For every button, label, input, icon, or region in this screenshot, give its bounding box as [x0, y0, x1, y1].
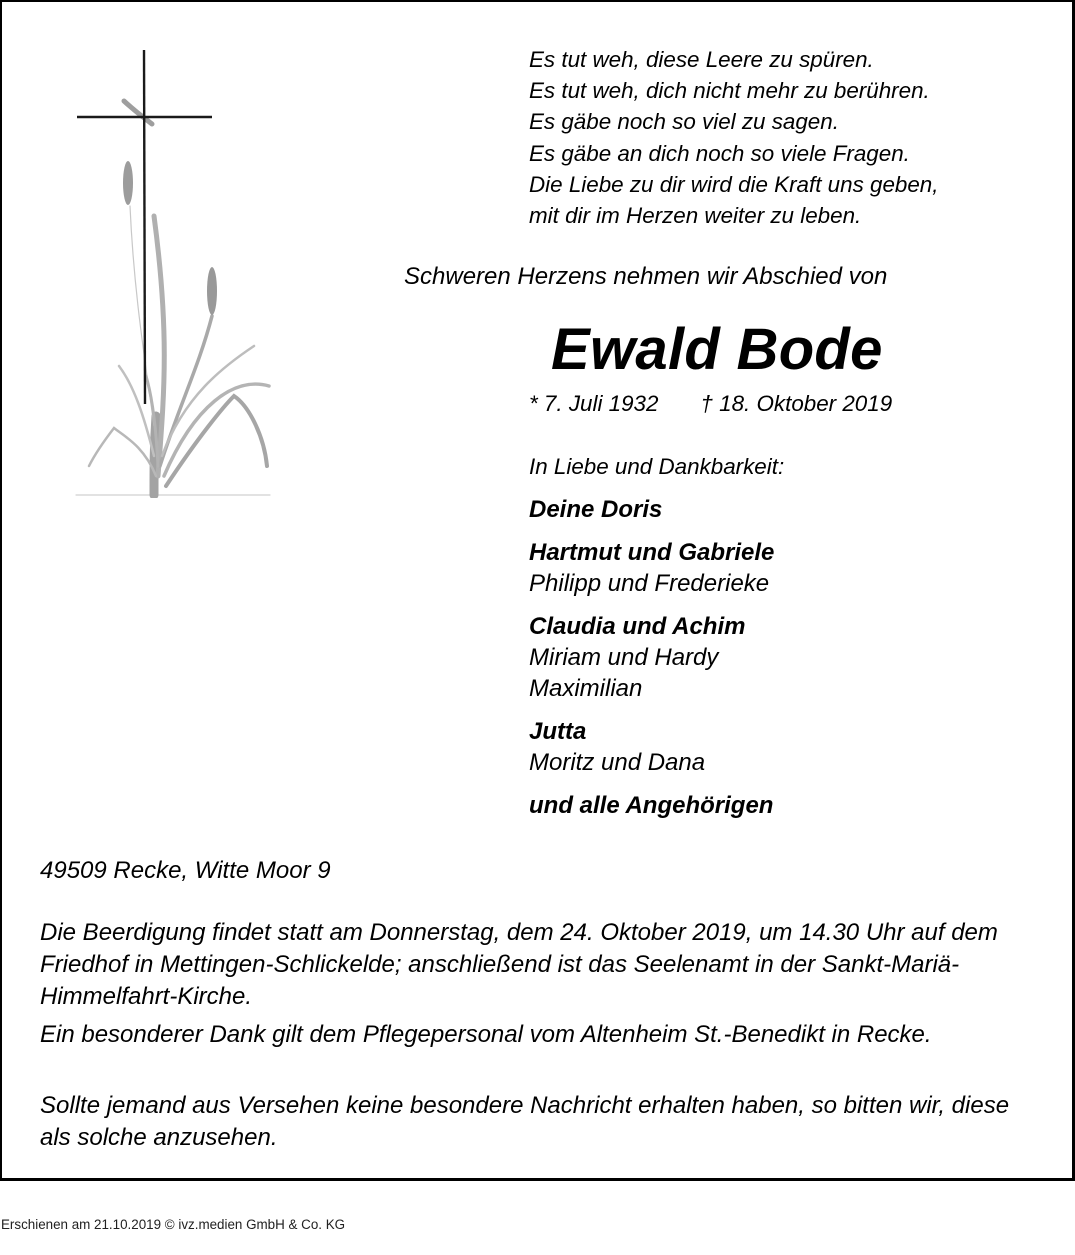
family-group-lead: Hartmut und Gabriele: [529, 539, 775, 566]
notice-note: Sollte jemand aus Versehen keine besondere Nachricht erhalten haben, so bitten wir, diese als solche anzusehen.: [40, 1092, 1010, 1151]
family-group: [529, 494, 784, 525]
family-list: [529, 452, 784, 821]
deceased-name: Ewald Bode: [551, 317, 883, 382]
death-date: † 18. Oktober 2019: [700, 391, 893, 416]
poem-line: Die Liebe zu dir wird die Kraft uns geben,: [529, 171, 939, 197]
family-member: Moritz und Dana: [529, 749, 706, 776]
poem-line: Es gäbe noch so viel zu sagen.: [529, 109, 839, 135]
family-heading: In Liebe und Dankbarkeit:: [529, 454, 785, 479]
family-group-lead: Jutta: [529, 718, 587, 745]
address: 49509 Recke, Witte Moor 9: [40, 857, 331, 884]
family-group: [529, 716, 784, 778]
family-member: Maximilian: [529, 675, 643, 702]
publication-footer: Erschienen am 21.10.2019 © ivz.medien GmbH & Co. KG: [1, 1217, 346, 1232]
family-group: [529, 611, 784, 704]
poem-line: Es tut weh, dich nicht mehr zu berühren.: [529, 78, 930, 104]
cross-with-reeds-icon: [74, 46, 274, 498]
family-group-lead: Deine Doris: [529, 496, 663, 523]
family-group-lead: Claudia und Achim: [529, 613, 746, 640]
poem-line: Es gäbe an dich noch so viele Fragen.: [529, 140, 910, 166]
poem-line: mit dir im Herzen weiter zu leben.: [529, 202, 862, 228]
family-group: [529, 537, 784, 599]
funeral-details: Die Beerdigung findet statt am Donnerstag, dem 24. Oktober 2019, um 14.30 Uhr auf dem Friedhof in Mettingen-Schlickelde; anschließend ist das Seelenamt in der Sankt-Mariä-Himmelfahrt-Kirche.: [40, 919, 998, 1010]
family-member: Miriam und Hardy: [529, 644, 719, 671]
family-group: [529, 790, 784, 821]
birth-date: * 7. Juli 1932: [529, 391, 659, 416]
life-dates: [529, 390, 892, 418]
farewell-intro: Schweren Herzens nehmen wir Abschied von: [404, 263, 888, 290]
poem: [529, 44, 938, 231]
poem-line: Es tut weh, diese Leere zu spüren.: [529, 47, 874, 72]
family-group-lead: und alle Angehörigen: [529, 792, 774, 819]
family-member: Philipp und Frederieke: [529, 570, 770, 597]
thanks-note: Ein besonderer Dank gilt dem Pflegepersonal vom Altenheim St.-Benedikt in Recke.: [40, 1021, 932, 1048]
